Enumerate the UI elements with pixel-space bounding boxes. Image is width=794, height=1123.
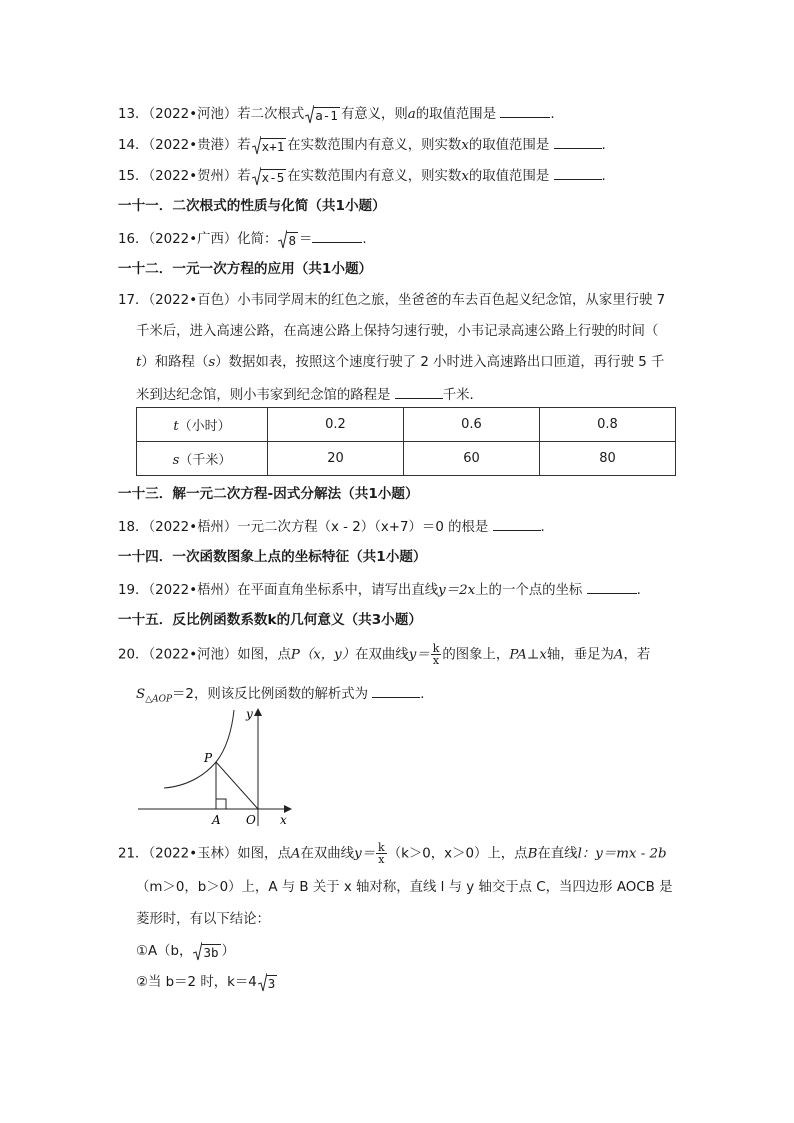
- question-17-line-4: 米到达纪念馆，则小韦家到纪念馆的路程是 千米．: [136, 384, 483, 406]
- answer-blank[interactable]: [493, 516, 541, 531]
- segment-po: [216, 762, 258, 809]
- label-a: A: [212, 813, 221, 827]
- table-cell: 0.2: [268, 408, 404, 442]
- section-heading-12: 一十二．一元一次方程的应用（共1小题）: [118, 261, 373, 277]
- table-cell: 20: [268, 442, 404, 476]
- hyperbola-figure: [134, 700, 304, 834]
- table-cell: 0.6: [404, 408, 540, 442]
- question-20-line-1: 20．（2022•河池）如图，点P（x，y）在双曲线y＝ $\frac{k}{x}$ 的图象上，PA⊥x轴，垂足为A，若: [118, 642, 651, 667]
- sqrt-symbol: 3: [258, 972, 278, 992]
- answer-blank[interactable]: [500, 103, 550, 118]
- table-cell: 60: [404, 442, 540, 476]
- conclusion-2: ②当 b＝2 时，k＝4 3: [136, 972, 278, 993]
- hyperbola-curve: [164, 710, 234, 788]
- question-17-line-3: t）和路程（s）数据如表，按照这个速度行驶了 2 小时进入高速路出口匝道，再行驶 5 千: [136, 355, 665, 370]
- table-cell: 80: [540, 442, 676, 476]
- label-p: P: [204, 751, 213, 765]
- answer-blank[interactable]: [312, 228, 362, 243]
- row-header-t: t（小时）: [137, 408, 268, 442]
- label-y: y: [246, 707, 253, 721]
- answer-blank[interactable]: [554, 165, 602, 180]
- sqrt-symbol: x-5: [252, 166, 287, 186]
- fraction-k-over-x: $\frac{k}{x}$: [378, 841, 385, 866]
- question-18: 18．（2022•梧州）一元二次方程（x - 2）（x+7）＝0 的根是 .: [118, 516, 545, 538]
- sqrt-symbol: 8: [278, 229, 298, 249]
- label-x: x: [280, 813, 287, 827]
- x-axis: [138, 805, 292, 813]
- question-15: 15．（2022•贺州）若 x-5 在实数范围内有意义，则实数x的取值范围是 .: [118, 165, 606, 187]
- answer-blank[interactable]: [395, 384, 443, 399]
- question-21-line-2: （m＞0，b＞0）上，A 与 B 关于 x 轴对称，直线 l 与 y 轴交于点 C，当四边形 AOCB 是: [136, 880, 673, 895]
- label-o: O: [246, 813, 256, 827]
- data-table: [136, 407, 676, 476]
- question-21-line-1: 21．（2022•玉林）如图，点A在双曲线y＝ $\frac{k}{x}$ （k＞0，x＞0）上，点B在直线l：y＝mx - 2b: [118, 841, 667, 866]
- question-19: 19．（2022•梧州）在平面直角坐标系中，请写出直线y＝2x上的一个点的坐标 .: [118, 579, 641, 601]
- question-17-line-2: 千米后，进入高速公路，在高速公路上保持匀速行驶，小韦记录高速公路上行驶的时间（: [136, 324, 659, 339]
- answer-blank[interactable]: [372, 683, 420, 698]
- table-row: [137, 408, 676, 442]
- question-20-line-2: $S_{\triangle AOP}=2$，则该反比例函数的解析式为 .: [136, 683, 425, 710]
- sqrt-symbol: 3b: [193, 941, 220, 961]
- question-16: 16．（2022•广西）化简： 8 ＝ .: [118, 228, 367, 250]
- answer-blank[interactable]: [587, 579, 637, 594]
- sqrt-symbol: x+1: [252, 135, 287, 155]
- section-heading-14: 一十四．一次函数图象上点的坐标特征（共1小题）: [118, 549, 427, 565]
- sqrt-symbol: a-1: [305, 104, 340, 124]
- question-13: 13．（2022•河池）若二次根式 a-1 有意义，则a的取值范围是 .: [118, 103, 555, 125]
- question-17-line-1: 17．（2022•百色）小韦同学周末的红色之旅，坐爸爸的车去百色起义纪念馆，从家里行驶 7: [118, 293, 666, 308]
- question-14: 14．（2022•贵港）若 x+1 在实数范围内有意义，则实数x的取值范围是 .: [118, 134, 606, 156]
- row-header-s: s（千米）: [137, 442, 268, 476]
- answer-blank[interactable]: [554, 134, 602, 149]
- conclusion-1: ①A（b， 3b ）: [136, 941, 235, 962]
- section-heading-13: 一十三．解一元二次方程-因式分解法（共1小题）: [118, 486, 419, 502]
- question-21-line-3: 菱形时，有以下结论：: [136, 912, 270, 927]
- table-row: [137, 442, 676, 476]
- fraction-k-over-x: $\frac{k}{x}$: [432, 642, 440, 667]
- right-angle-mark: [216, 799, 226, 809]
- section-heading-15: 一十五．反比例函数系数k的几何意义（共3小题）: [118, 612, 422, 628]
- section-heading-11: 一十一．二次根式的性质与化简（共1小题）: [118, 198, 386, 214]
- table-cell: 0.8: [540, 408, 676, 442]
